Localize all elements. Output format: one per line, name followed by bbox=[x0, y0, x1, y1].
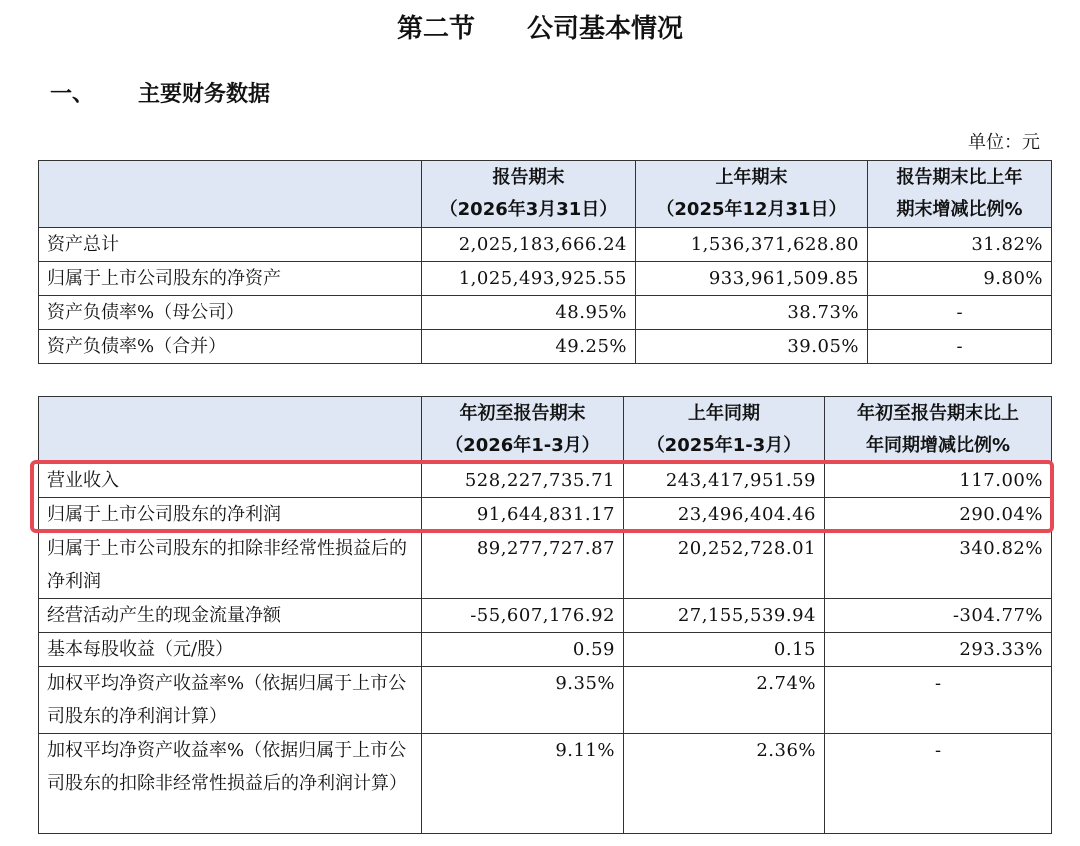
cell-value: - bbox=[825, 667, 1052, 734]
cell-value: 31.82% bbox=[868, 228, 1052, 262]
table-row bbox=[39, 532, 1052, 599]
row-label: 加权平均净资产收益率%（依据归属于上市公司股东的净利润计算） bbox=[39, 667, 422, 734]
header-cell: 报告期末 （2026年3月31日） bbox=[422, 161, 636, 228]
table-row bbox=[39, 296, 1052, 330]
table-header-row bbox=[39, 397, 1052, 464]
table-row bbox=[39, 262, 1052, 296]
table-row bbox=[39, 734, 1052, 834]
cell-value: 23,496,404.46 bbox=[624, 498, 825, 532]
table-row bbox=[39, 599, 1052, 633]
page-title: 第二节 公司基本情况 bbox=[396, 14, 683, 44]
table-header-row bbox=[39, 161, 1052, 228]
cell-value: 49.25% bbox=[422, 330, 636, 364]
cell-value: 2.36% bbox=[624, 734, 825, 834]
table-row bbox=[39, 667, 1052, 734]
income-statement-table bbox=[38, 396, 1052, 834]
cell-value: -304.77% bbox=[825, 599, 1052, 633]
cell-value: 1,025,493,925.55 bbox=[422, 262, 636, 296]
cell-value: 2,025,183,666.24 bbox=[422, 228, 636, 262]
cell-value: 340.82% bbox=[825, 532, 1052, 599]
cell-value: 528,227,735.71 bbox=[422, 464, 624, 498]
cell-value: 89,277,727.87 bbox=[422, 532, 624, 599]
cell-value: 39.05% bbox=[636, 330, 868, 364]
cell-value: 293.33% bbox=[825, 633, 1052, 667]
header-cell: 年初至报告期末 （2026年1-3月） bbox=[422, 397, 624, 464]
cell-value: 20,252,728.01 bbox=[624, 532, 825, 599]
header-cell: 上年期末 （2025年12月31日） bbox=[636, 161, 868, 228]
cell-value: 0.59 bbox=[422, 633, 624, 667]
row-label: 加权平均净资产收益率%（依据归属于上市公司股东的扣除非经常性损益后的净利润计算） bbox=[39, 734, 422, 834]
header-cell: 年初至报告期末比上 年同期增减比例% bbox=[825, 397, 1052, 464]
cell-value: 27,155,539.94 bbox=[624, 599, 825, 633]
row-label: 资产总计 bbox=[39, 228, 422, 262]
cell-value: - bbox=[825, 734, 1052, 834]
row-label: 基本每股收益（元/股） bbox=[39, 633, 422, 667]
cell-value: 91,644,831.17 bbox=[422, 498, 624, 532]
cell-value: - bbox=[868, 296, 1052, 330]
cell-value: - bbox=[868, 330, 1052, 364]
row-label: 资产负债率%（母公司） bbox=[39, 296, 422, 330]
row-label: 资产负债率%（合并） bbox=[39, 330, 422, 364]
cell-value: 290.04% bbox=[825, 498, 1052, 532]
cell-value: 48.95% bbox=[422, 296, 636, 330]
section-number: 一、 bbox=[50, 82, 95, 107]
header-cell: 上年同期 （2025年1-3月） bbox=[624, 397, 825, 464]
unit-label: 单位：元 bbox=[968, 132, 1040, 153]
row-label: 归属于上市公司股东的净资产 bbox=[39, 262, 422, 296]
row-label: 营业收入 bbox=[39, 464, 422, 498]
cell-value: -55,607,176.92 bbox=[422, 599, 624, 633]
header-cell: 报告期末比上年 期末增减比例% bbox=[868, 161, 1052, 228]
table-row bbox=[39, 228, 1052, 262]
table-row bbox=[39, 633, 1052, 667]
balance-sheet-table bbox=[38, 160, 1052, 364]
section-heading bbox=[50, 78, 270, 112]
cell-value: 117.00% bbox=[825, 464, 1052, 498]
cell-value: 9.11% bbox=[422, 734, 624, 834]
cell-value: 9.35% bbox=[422, 667, 624, 734]
cell-value: 38.73% bbox=[636, 296, 868, 330]
table-row bbox=[39, 330, 1052, 364]
header-blank bbox=[39, 161, 422, 228]
cell-value: 1,536,371,628.80 bbox=[636, 228, 868, 262]
row-label: 经营活动产生的现金流量净额 bbox=[39, 599, 422, 633]
header-blank bbox=[39, 397, 422, 464]
cell-value: 933,961,509.85 bbox=[636, 262, 868, 296]
row-label: 归属于上市公司股东的净利润 bbox=[39, 498, 422, 532]
row-label: 归属于上市公司股东的扣除非经常性损益后的净利润 bbox=[39, 532, 422, 599]
cell-value: 243,417,951.59 bbox=[624, 464, 825, 498]
table-row bbox=[39, 464, 1052, 498]
cell-value: 0.15 bbox=[624, 633, 825, 667]
cell-value: 2.74% bbox=[624, 667, 825, 734]
section-title: 主要财务数据 bbox=[138, 82, 271, 107]
table-row bbox=[39, 498, 1052, 532]
cell-value: 9.80% bbox=[868, 262, 1052, 296]
